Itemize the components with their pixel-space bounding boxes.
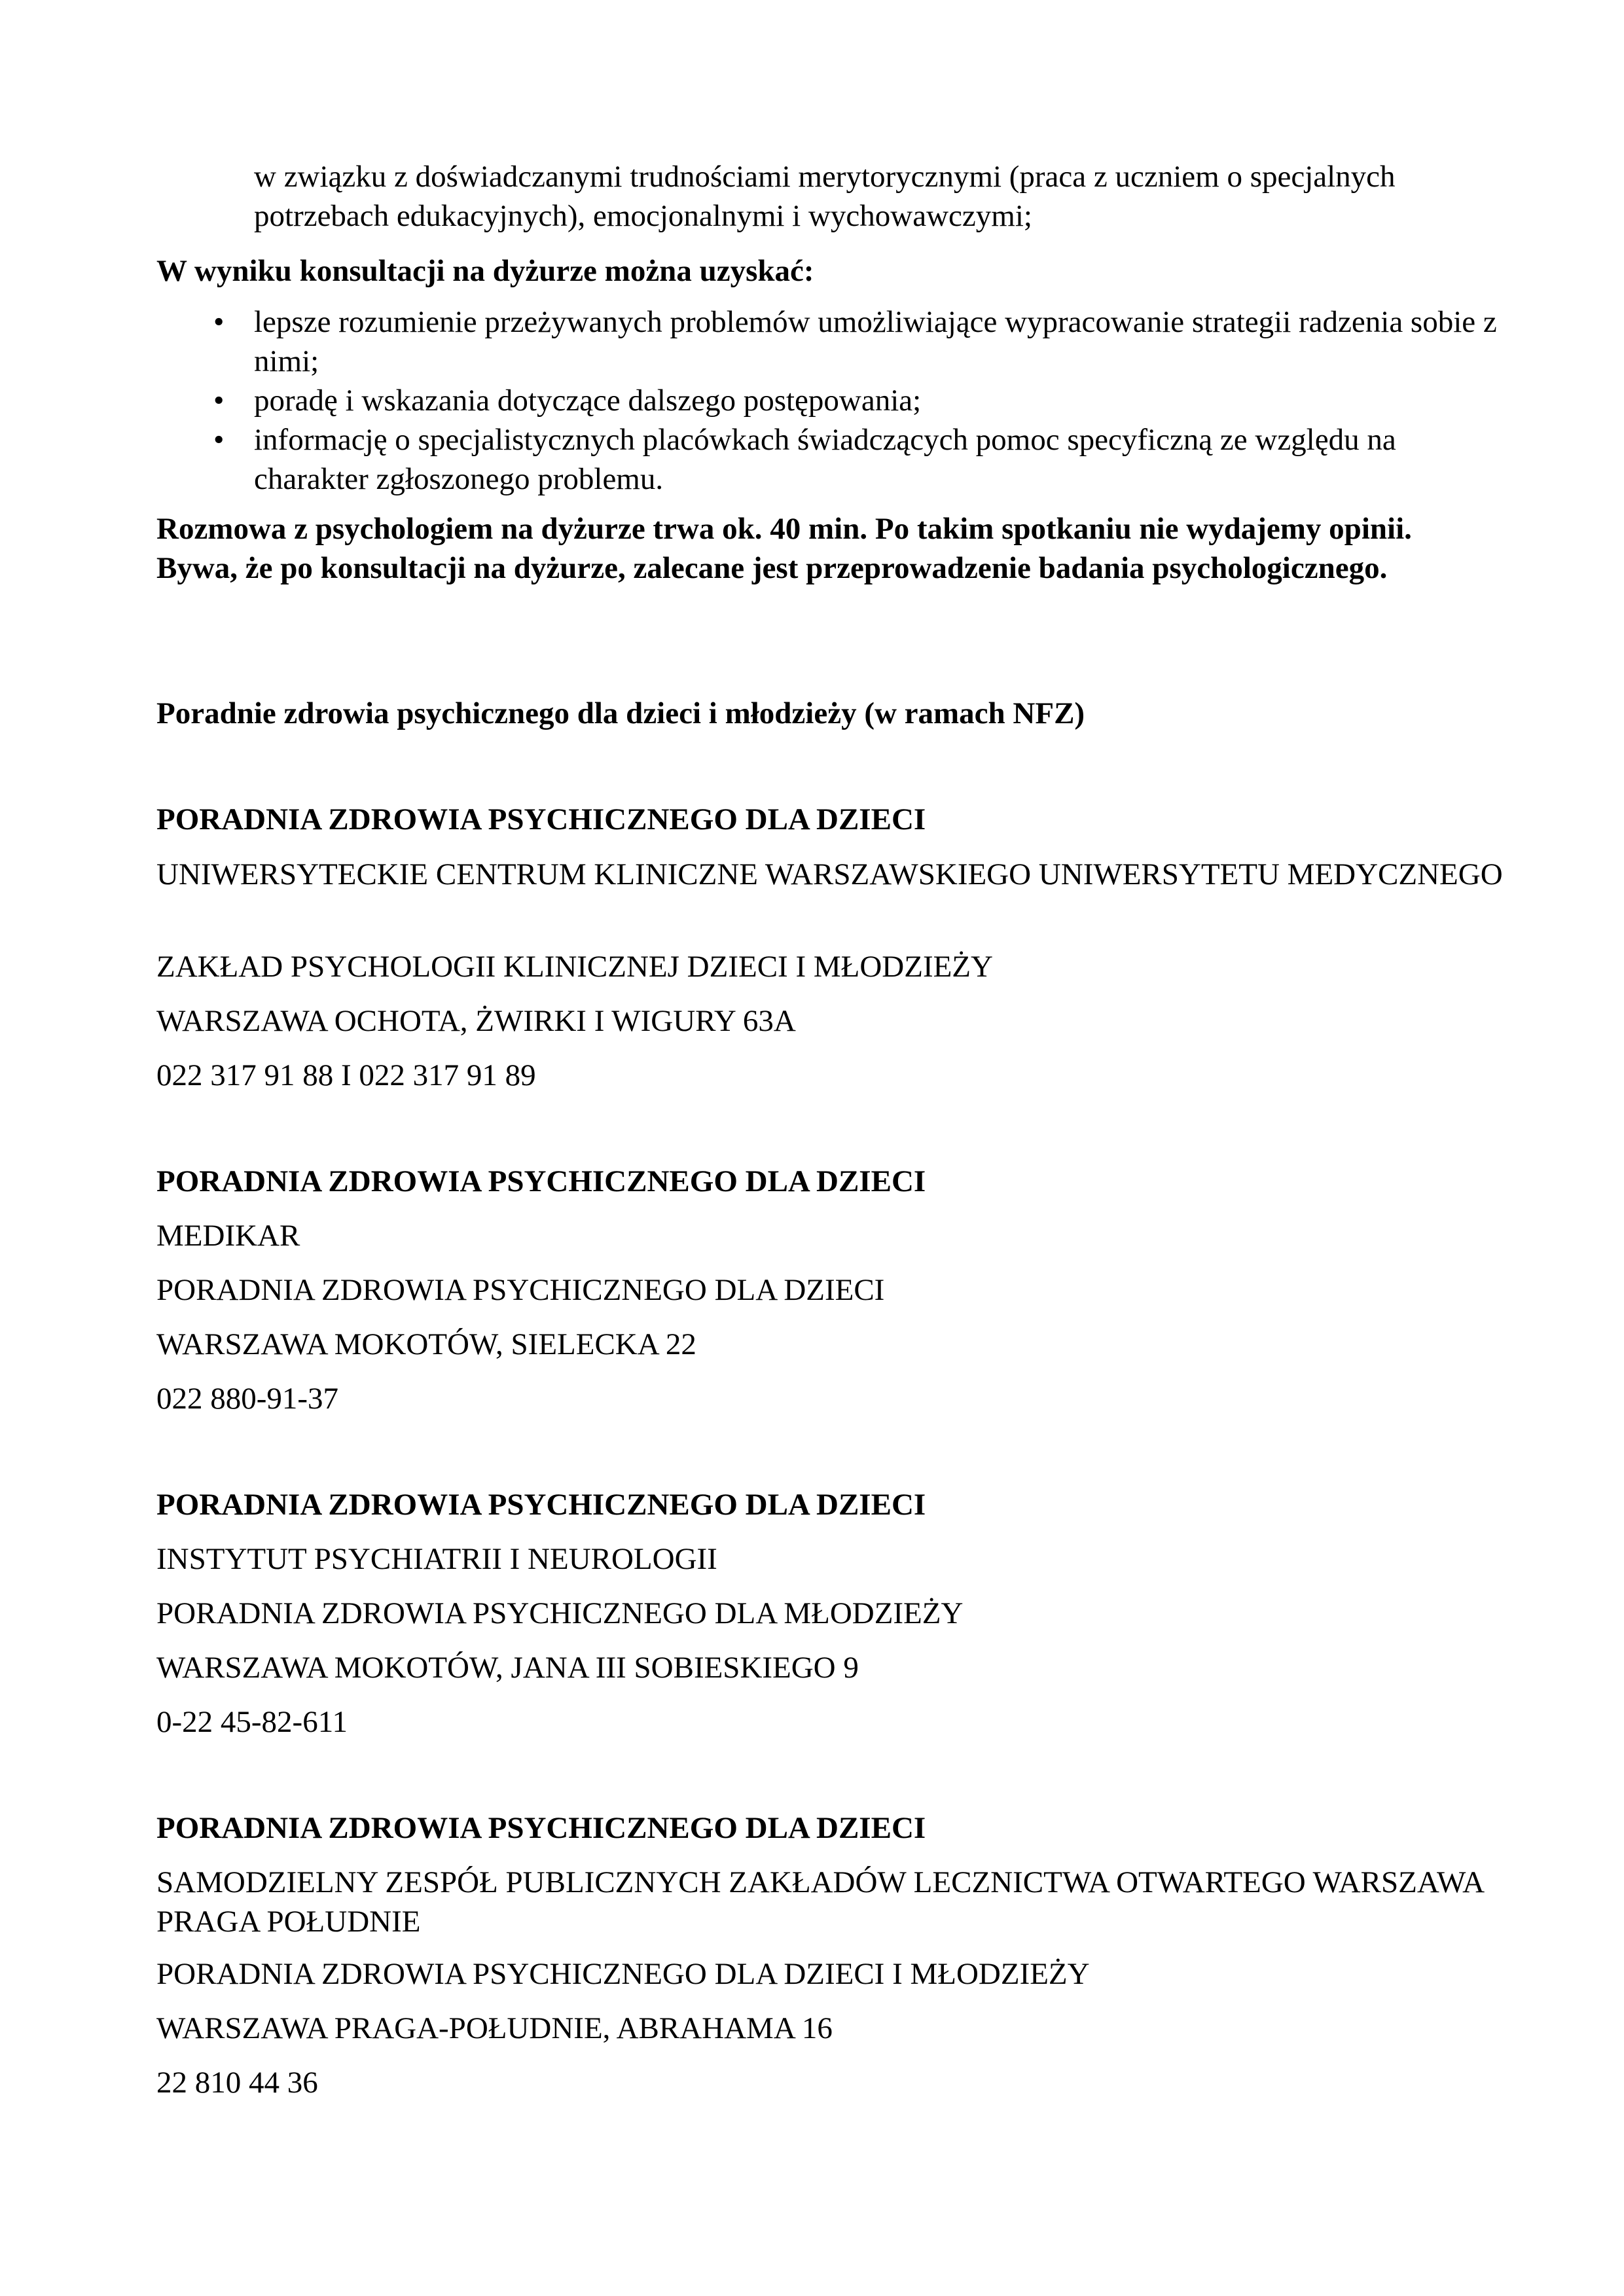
- bullet-icon: •: [213, 423, 225, 457]
- list-item-text: lepsze rozumienie przeżywanych problemów umożliwiające wypracowanie strategii radzenia sobie z nimi;: [254, 305, 1497, 378]
- clinic-phone: 22 810 44 36: [156, 2066, 318, 2100]
- clinic-institution: SAMODZIELNY ZESPÓŁ PUBLICZNYCH ZAKŁADÓW LECZNICTWA OTWARTEGO WARSZAWA PRAGA POŁUDNIE: [156, 1865, 1483, 1939]
- clinic-unit: PORADNIA ZDROWIA PSYCHICZNEGO DLA DZIECI I MŁODZIEŻY: [156, 1957, 1090, 1991]
- clinic-title: PORADNIA ZDROWIA PSYCHICZNEGO DLA DZIECI: [156, 1488, 926, 1522]
- clinic-unit: PORADNIA ZDROWIA PSYCHICZNEGO DLA MŁODZIEŻY: [156, 1596, 964, 1630]
- list-item-text: poradę i wskazania dotyczące dalszego postępowania;: [254, 384, 922, 418]
- clinic-address: WARSZAWA MOKOTÓW, SIELECKA 22: [156, 1327, 696, 1361]
- intro-continuation: w związku z doświadczanymi trudnościami merytorycznymi (praca z uczniem o specjalnych potrzebach edukacyjnych), emocjonalnymi i wychowawczymi;: [254, 160, 1396, 233]
- clinic-address: WARSZAWA MOKOTÓW, JANA III SOBIESKIEGO 9: [156, 1651, 859, 1685]
- clinic-institution: UNIWERSYTECKIE CENTRUM KLINICZNE WARSZAWSKIEGO UNIWERSYTETU MEDYCZNEGO: [156, 857, 1503, 891]
- benefits-list: [156, 302, 1505, 499]
- clinic-unit: ZAKŁAD PSYCHOLOGII KLINICZNEJ DZIECI I MŁODZIEŻY: [156, 950, 993, 984]
- clinic-institution: INSTYTUT PSYCHIATRII I NEUROLOGII: [156, 1542, 717, 1576]
- clinic-phone: 022 880-91-37: [156, 1382, 339, 1416]
- section-title: Poradnie zdrowia psychicznego dla dzieci i młodzieży (w ramach NFZ): [156, 696, 1085, 730]
- clinic-phone: 022 317 91 88 I 022 317 91 89: [156, 1058, 536, 1092]
- list-item: [156, 302, 1505, 381]
- consultation-note: Rozmowa z psychologiem na dyżurze trwa ok. 40 min. Po takim spotkaniu nie wydajemy opinii. Bywa, że po konsultacji na dyżurze, zalecane jest przeprowadzenie badania psychologicznego.: [156, 512, 1412, 585]
- clinic-title: PORADNIA ZDROWIA PSYCHICZNEGO DLA DZIECI: [156, 1164, 926, 1198]
- list-item-text: informację o specjalistycznych placówkach świadczących pomoc specyficzną ze względu na charakter zgłoszonego problemu.: [254, 423, 1396, 496]
- clinic-phone: 0-22 45-82-611: [156, 1705, 348, 1739]
- bullet-icon: •: [213, 384, 225, 418]
- list-item: [156, 420, 1505, 499]
- bullet-icon: •: [213, 305, 225, 339]
- list-item: [156, 381, 1505, 420]
- clinic-address: WARSZAWA OCHOTA, ŻWIRKI I WIGURY 63A: [156, 1004, 796, 1038]
- clinic-institution: MEDIKAR: [156, 1219, 300, 1253]
- clinic-title: PORADNIA ZDROWIA PSYCHICZNEGO DLA DZIECI: [156, 1811, 926, 1845]
- clinic-title: PORADNIA ZDROWIA PSYCHICZNEGO DLA DZIECI: [156, 802, 926, 836]
- clinic-address: WARSZAWA PRAGA-POŁUDNIE, ABRAHAMA 16: [156, 2011, 833, 2045]
- clinic-unit: PORADNIA ZDROWIA PSYCHICZNEGO DLA DZIECI: [156, 1273, 885, 1307]
- benefits-heading: W wyniku konsultacji na dyżurze można uzyskać:: [156, 254, 814, 288]
